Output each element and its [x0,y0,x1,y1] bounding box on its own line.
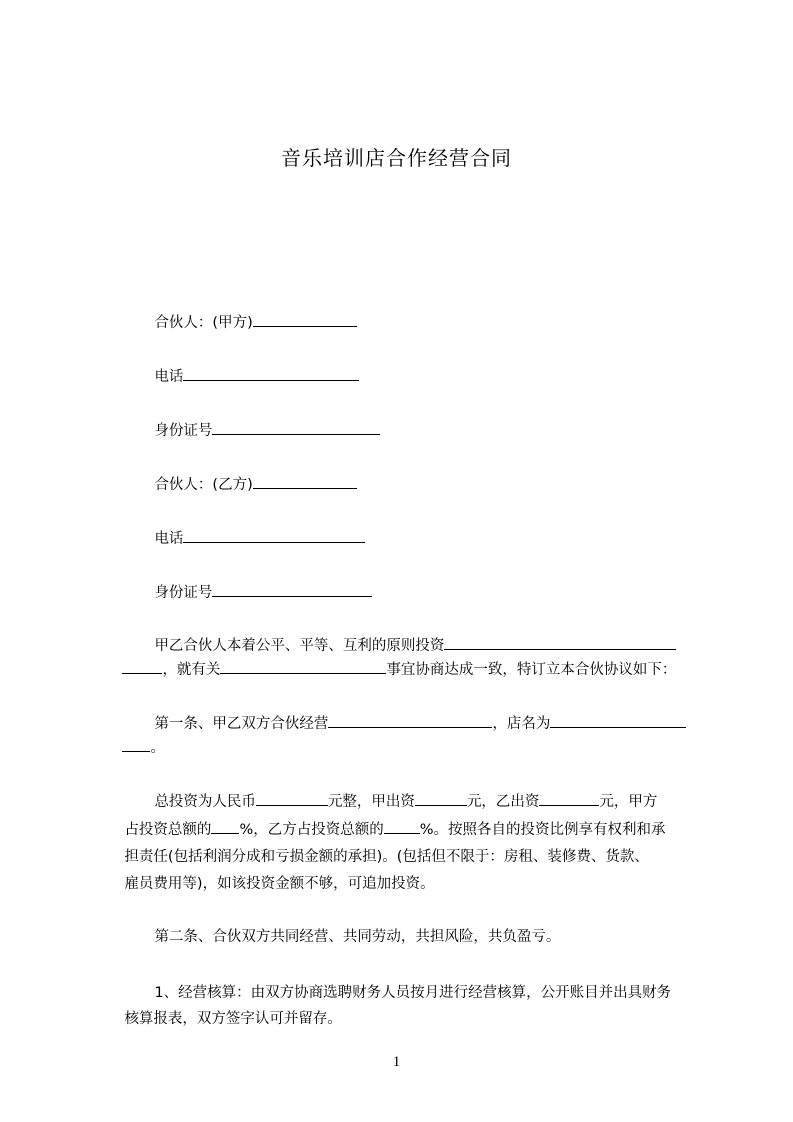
investment-text-3: 担责任(包括利润分成和亏损金额的承担)。(包括但不限于：房租、装修费、货款、 [124,849,649,865]
party-b-id-label: 身份证号 [154,585,213,601]
investment-text-1d: 元，甲方 [599,794,658,810]
party-a-id-label: 身份证号 [154,423,213,439]
accounting-text-1: 1、经营核算：由双方协商选聘财务人员按月进行经营核算，公开账目并出具财务 [154,985,672,1001]
accounting-text-2: 核算报表，双方签字认可并留存。 [124,1011,342,1027]
article-1-blank-3 [122,737,150,752]
intro-blank-2 [122,659,162,674]
investment-text-2b: %，乙方占投资总额的 [239,822,384,838]
article-1-blank-2 [550,713,686,728]
article-1-text-b: ，店名为 [492,716,551,732]
party-b-id-blank [212,582,372,597]
article-1-blank-1 [328,713,492,728]
investment-text-2a: 占投资总额的 [124,822,212,838]
investment-text-1a: 总投资为人民币 [154,794,256,810]
intro-blank-3 [220,659,386,674]
party-a-phone-blank [183,366,359,381]
accounting-line-2 [106,986,342,1052]
article-1-text-a: 第一条、甲乙双方合伙经营 [154,716,329,732]
party-b-blank [253,474,357,489]
investment-text-1c: 元，乙出资 [466,794,540,810]
intro-text-2b: 事宜协商达成一致，特订立本合伙协议如下： [386,662,677,678]
investment-text-1b: 元整，甲出资 [327,794,415,810]
party-a-blank [253,312,357,327]
page-number: 1 [392,1054,401,1070]
investment-text-2c: %。按照各自的投资比例享有权利和承 [419,822,666,838]
article-1-end: 。 [150,740,165,756]
article-1-line-1 [136,691,686,757]
intro-text-1: 甲乙合伙人本着公平、平等、互利的原则投资 [154,638,445,654]
party-a-phone-label: 电话 [154,369,184,385]
document-title: 音乐培训店合作经营合同 [281,146,512,170]
party-b-label: 合伙人：(乙方) [154,477,253,493]
party-b-phone-blank [183,528,365,543]
intro-text-2a: ，就有关 [162,662,221,678]
party-b-phone-label: 电话 [154,531,184,547]
investment-text-4: 雇员费用等)，如该投资金额不够，可追加投资。 [124,876,435,892]
party-a-id-blank [212,420,380,435]
party-a-label: 合伙人：(甲方) [154,315,253,331]
article-2-text: 第二条、合伙双方共同经营、共同劳动，共担风险，共负盈亏。 [154,929,561,945]
